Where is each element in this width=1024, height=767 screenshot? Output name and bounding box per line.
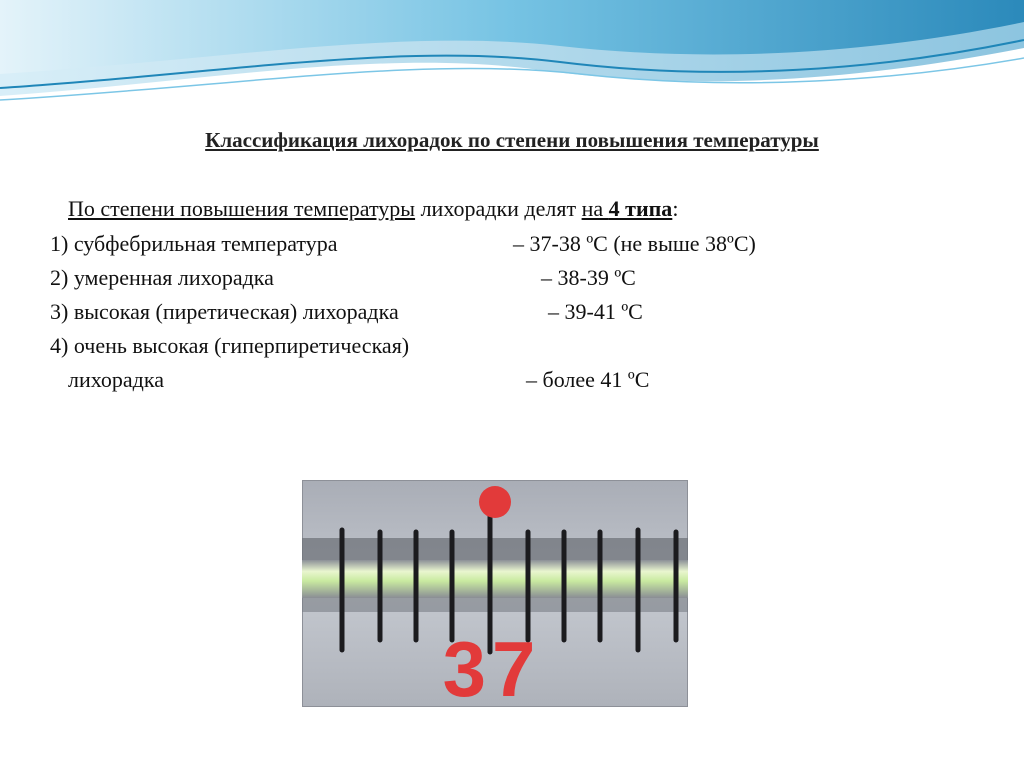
thermometer-scale-number: 37 xyxy=(442,625,542,707)
intro-underlined: По степени повышения температуры xyxy=(68,196,416,221)
list-item-3-label: 3) высокая (пиретическая) лихорадка xyxy=(50,299,399,324)
intro-count-underlined: на 4 типа xyxy=(581,196,673,221)
list-item-1-label: 1) субфебрильная температура xyxy=(50,231,338,256)
intro-line xyxy=(68,196,678,222)
slide-title: Классификация лихорадок по степени повышения температуры xyxy=(205,128,819,152)
list-item-2-label: 2) умеренная лихорадка xyxy=(50,265,274,290)
header-wave-decoration xyxy=(0,0,1024,110)
list-item-4-label: 4) очень высокая (гиперпиретическая) xyxy=(50,333,410,358)
intro-text: лихорадки делят xyxy=(415,196,582,221)
list-item-1-value: – 37-38 ºС (не выше 38ºС) xyxy=(513,231,756,256)
list-item-4-label-cont: лихорадка xyxy=(68,367,164,392)
intro-colon: : xyxy=(672,196,679,221)
list-item-3-value: – 39-41 ºС xyxy=(548,299,643,324)
list-item-2-value: – 38-39 ºС xyxy=(541,265,636,290)
list-item-4-value: – более 41 ºС xyxy=(526,367,650,392)
thermometer-photo xyxy=(302,480,688,707)
